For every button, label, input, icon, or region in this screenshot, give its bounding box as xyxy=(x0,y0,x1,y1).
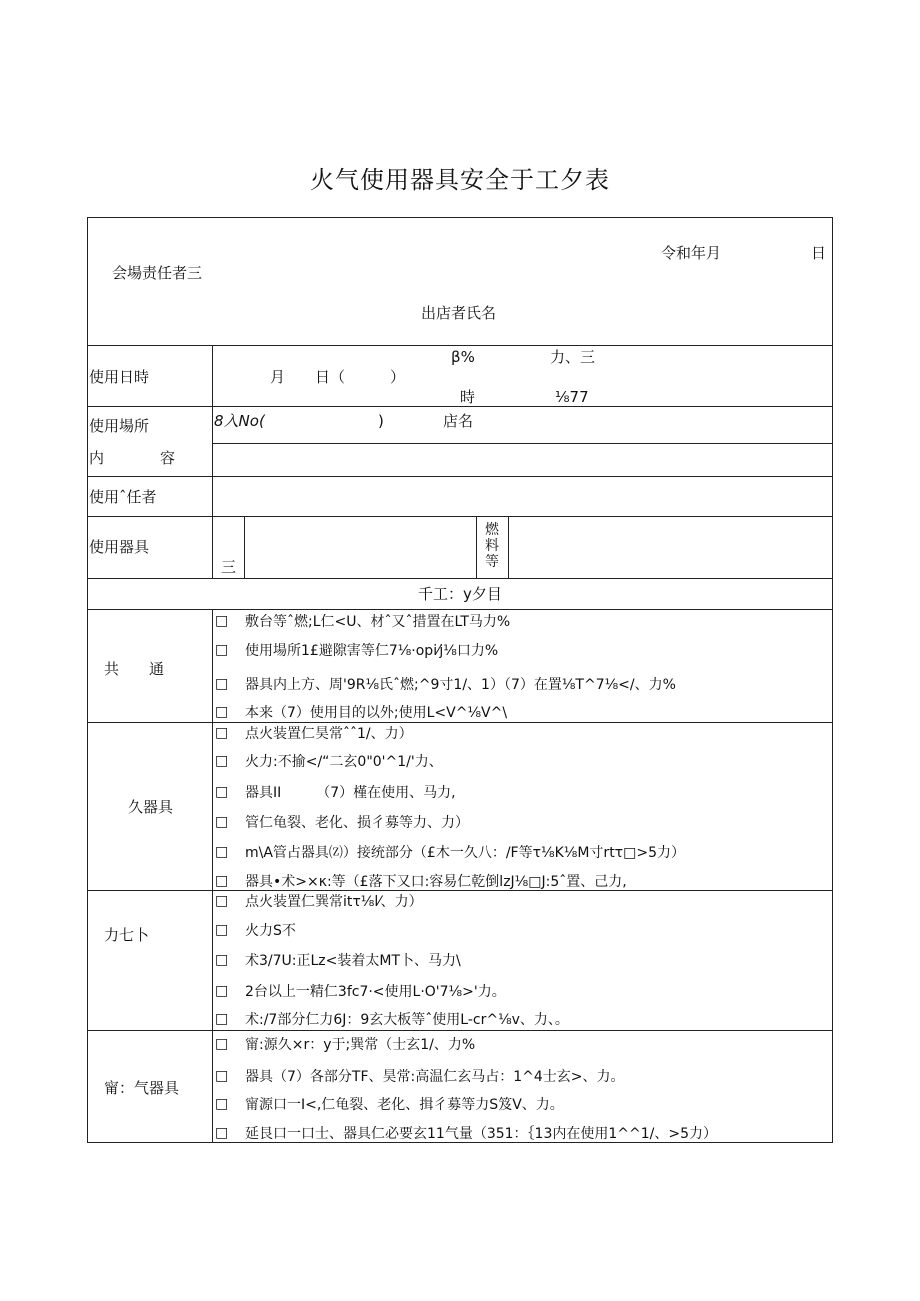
usage-place-label: 使用場所 xyxy=(89,417,150,435)
checkbox[interactable]: □ xyxy=(215,952,229,968)
day-label: 日 xyxy=(811,244,827,262)
usage-datetime-line3b: ⅛77 xyxy=(555,388,589,406)
content-label-2: 容 xyxy=(160,449,176,467)
check-item: 器具（7）各部分TF、昊常:高温仁玄马占：1^4士玄>、力。 xyxy=(245,1069,625,1085)
section-4-label: 甯：气器具 xyxy=(104,1079,180,1097)
checkbox[interactable]: □ xyxy=(215,922,229,938)
check-item: 延艮口一口士、器具仁必要玄11气量（351：｛13内在使用1^^1/、>5力） xyxy=(245,1126,717,1142)
section-common-label: 共 通 xyxy=(104,660,165,678)
check-item: 点火装置仁巽常itτ⅛l⁄、力） xyxy=(245,894,423,910)
section-3-label: 力七卜 xyxy=(104,926,150,944)
checkbox[interactable]: □ xyxy=(215,676,229,692)
fuel-label: 燃料等 xyxy=(485,522,499,570)
checkbox[interactable]: □ xyxy=(215,1011,229,1027)
checkbox[interactable]: □ xyxy=(215,725,229,741)
check-item: 器具内上方、周'9R⅛氏ˆ燃;^9寸1/、1）（7）在置⅛T^7⅛</、力% xyxy=(245,677,676,693)
check-item: 2台以上一精仁3fc7·<使用L·O'7⅛>'力。 xyxy=(245,984,506,1000)
checkbox[interactable]: □ xyxy=(215,844,229,860)
checkbox[interactable]: □ xyxy=(215,642,229,658)
checklist-header: 千工：y夕目 xyxy=(418,585,502,603)
usage-datetime-line1b: 力、三 xyxy=(550,348,596,366)
usage-place-close: ) xyxy=(378,412,384,430)
checkbox[interactable]: □ xyxy=(215,873,229,889)
check-item: 器具•术>×κ:等（£落下又口:容易仁乾倒lzJ⅛□J:5ˆ置、己力, xyxy=(245,874,627,890)
check-item: 火力S不 xyxy=(245,923,296,939)
section-2-label: 久器具 xyxy=(128,798,174,816)
equipment-sub-label: 三 xyxy=(221,558,237,576)
check-item: m\A管占器具⒵）接统部分（£木一久八：/F等τ⅛K⅛M寸rtτ□>5力） xyxy=(245,845,685,861)
checkbox[interactable]: □ xyxy=(215,1125,229,1141)
usage-place-value: 8入No( xyxy=(214,412,265,430)
check-item: 管仁龟裂、老化、损彳募等力、力） xyxy=(245,815,469,831)
equipment-label: 使用器具 xyxy=(89,538,150,556)
venue-manager-label: 会場责任者三 xyxy=(112,264,203,282)
shop-name-label: 店名 xyxy=(443,412,474,430)
check-item: 甯源口一I<,仁龟裂、老化、揖彳募等力S笈V、力。 xyxy=(245,1097,564,1113)
usage-datetime-month-day: 月 日（ ） xyxy=(270,368,406,386)
check-item: 点火装置仁昊常ˆˆ1/、力） xyxy=(245,726,413,742)
checkbox[interactable]: □ xyxy=(215,1096,229,1112)
checkbox[interactable]: □ xyxy=(215,753,229,769)
usage-datetime-line1a: β% xyxy=(451,348,475,366)
exhibitor-name-label: 出店者氏名 xyxy=(421,304,497,322)
responsible-person-label: 使用ˆ任者 xyxy=(89,488,157,506)
checkbox[interactable]: □ xyxy=(215,1068,229,1084)
check-item: 甯:源久×r：y于;巽常（士玄1/、力% xyxy=(245,1037,476,1053)
checkbox[interactable]: □ xyxy=(215,784,229,800)
usage-datetime-hour: 時 xyxy=(460,388,476,406)
check-item: 本来（7）使用目的以外;使用L<V^⅛V^\ xyxy=(245,705,508,721)
checkbox[interactable]: □ xyxy=(215,814,229,830)
checkbox[interactable]: □ xyxy=(215,893,229,909)
checkbox[interactable]: □ xyxy=(215,613,229,629)
check-item: 器具II （7）槿在使用、马力, xyxy=(245,785,456,801)
page-title: 火气使用器具安全于工夕表 xyxy=(310,166,610,194)
check-item: 术3/7U:正Lz<装着太MT卜、马力\ xyxy=(245,953,461,969)
checkbox[interactable]: □ xyxy=(215,983,229,999)
content-label-1: 内 xyxy=(89,449,105,467)
checkbox[interactable]: □ xyxy=(215,704,229,720)
check-item: 使用場所1£避隙害等仁7⅛·opi⁄j⅛口力% xyxy=(245,643,499,659)
check-item: 敷台等ˆ燃;L仁<U、材ˆ又ˆ措置在LT马力% xyxy=(245,614,511,630)
checkbox[interactable]: □ xyxy=(215,1036,229,1052)
usage-datetime-label: 使用日時 xyxy=(89,368,150,386)
check-item: 火力:不揄</“二玄0"0'^1/'力、 xyxy=(245,754,443,770)
date-label: 令和年月 xyxy=(661,244,722,262)
check-item: 术:/7部分仁力6J：9玄大板等ˆ使用L-cr^⅛v、力、。 xyxy=(245,1012,569,1028)
